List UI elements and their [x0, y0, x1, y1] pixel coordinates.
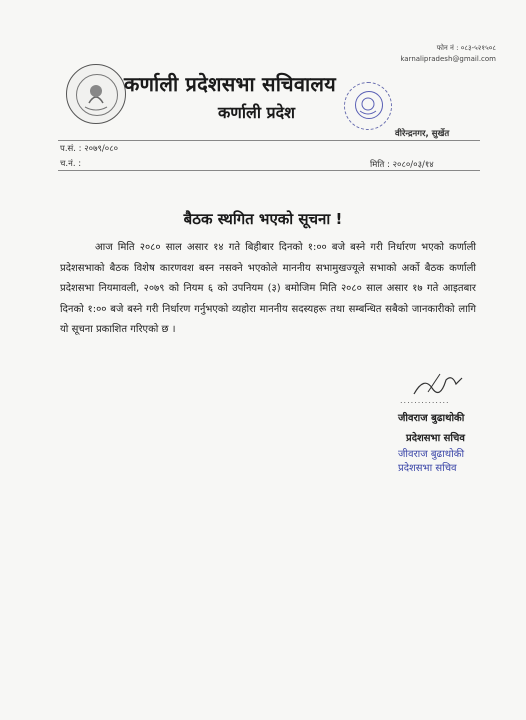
signature-line: .............. — [400, 396, 450, 405]
phone-number: फोन नं : ०८३-५२१५०८ — [436, 44, 496, 52]
fiscal-year-ref: प.सं. : २०७९/०८० — [60, 144, 119, 154]
header-divider — [58, 140, 480, 141]
signatory-title: प्रदेशसभा सचिव — [406, 433, 465, 444]
assembly-logo-icon — [66, 64, 126, 124]
reference-divider — [58, 170, 480, 171]
office-title: कर्णाली प्रदेशसभा सचिवालय — [124, 72, 336, 96]
office-location: वीरेन्द्रनगर, सुर्खेत — [395, 129, 450, 139]
email-address: karnalipradesh@gmail.com — [400, 55, 496, 63]
signatory-name: जीवराज बुढाथोकी — [398, 413, 465, 424]
letter-date: मिति : २०८०/०३/१४ — [370, 160, 434, 170]
stamp-name: जीवराज बुढाथोकी — [398, 449, 465, 460]
stamp-title: प्रदेशसभा सचिव — [398, 463, 457, 474]
province-name: कर्णाली प्रदेश — [218, 103, 296, 122]
notice-body: आज मिति २०८० साल असार १४ गते बिहीबार दिनको १:०० बजे बस्ने गरी निर्धारण भएको कर्णाली प्रदेशसभाको बैठक विशेष कारणवश बस्न नसक्ने भएकोले माननीय सभामुखज्यूले सभाको अर्को बैठक कर्णाली प्रदेशसभा नियमावली, २०७९ को नियम ६ को उपनियम (३) बमोजिम मिति २०८० साल असार १७ गते आइतबार दिनको १:०० बजे बस्ने गरी निर्धारण गर्नुभएको व्यहोरा माननीय सदस्यहरू तथा सम्बन्धित सबैको जानकारीको लागि यो सूचना प्रकाशित गरिएको छ । — [60, 242, 476, 335]
dispatch-number: च.नं. : — [60, 159, 82, 169]
notice-title: बैठक स्थगित भएको सूचना ! — [183, 210, 343, 228]
office-seal-icon — [344, 82, 392, 130]
